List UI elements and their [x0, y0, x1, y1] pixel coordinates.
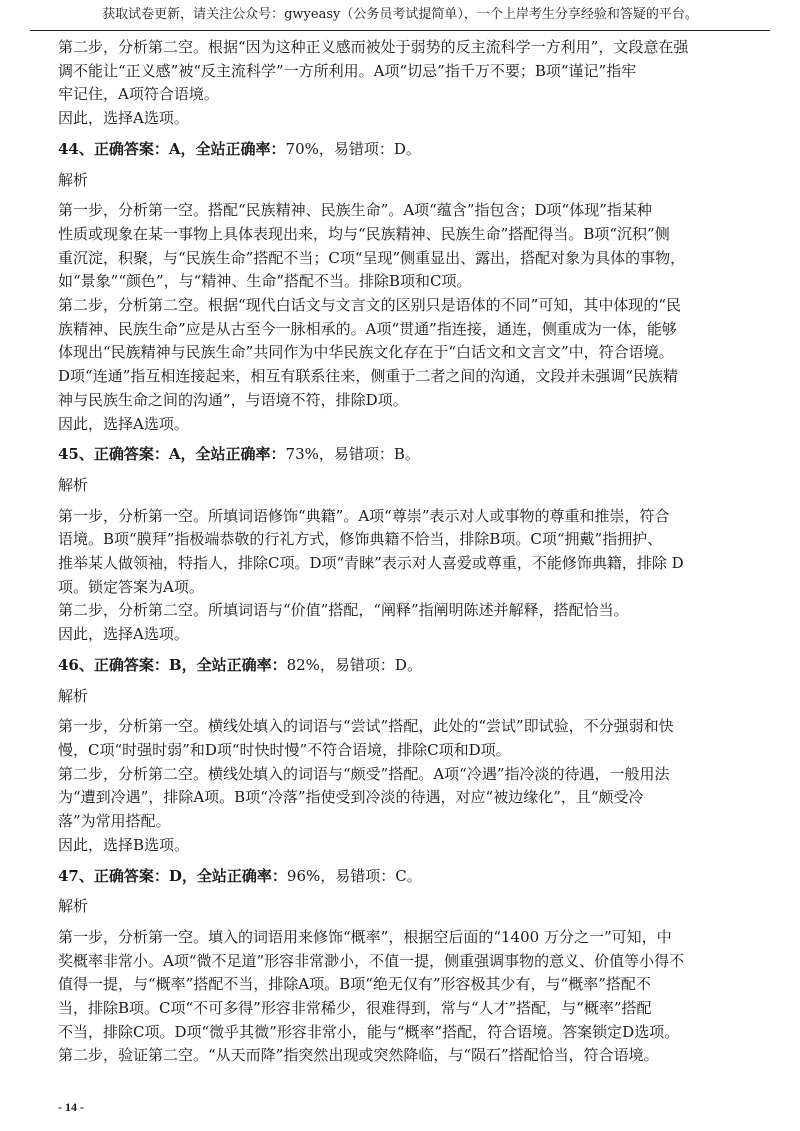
text-line: 第一步，分析第一空。所填词语修饰“典籍”。A项“尊崇”表示对人或事物的尊重和推崇，符合 [58, 506, 670, 525]
answer-value: D， [168, 866, 197, 885]
answer-label: 正确答案： [93, 445, 169, 464]
text-line: 如“景象”“颜色”，与“精神、生命”搭配不当。排除B项和C项。 [58, 272, 472, 291]
answer-value: A， [168, 445, 196, 464]
answer-label: 正确答案： [93, 139, 169, 158]
text-line: 性质或现象在某一事物上具体表现出来，均与“民族精神、民族生命”搭配得当。B项“沉积”侧 [58, 224, 670, 243]
text-line: 因此，选择B选项。 [58, 835, 190, 854]
rate-value: 82%，易错项：D。 [286, 655, 422, 674]
answer-heading [58, 865, 748, 889]
text-line: 为“遭到冷遇”，排除A项。B项“冷落”指使受到冷淡的待遇，对应“被边缘化”，且“颇受冷 [58, 788, 644, 807]
text-line: 当，排除B项。C项“不可多得”形容非常稀少，很难得到，常与“人才”搭配，与“概率”搭配 [58, 999, 652, 1018]
text-line: 第一步，分析第一空。搭配“民族精神、民族生命”。A项“蕴含”指包含；D项“体现”指某种 [58, 201, 652, 220]
rate-label: 全站正确率： [195, 139, 286, 158]
text-line: 奖概率非常小。A项“微不足道”形容非常渺小，不值一提，侧重强调事物的意义、价值等小得不 [58, 951, 685, 970]
text-line: 因此，选择A选项。 [58, 109, 189, 128]
rate-value: 70%，易错项：D。 [285, 139, 421, 158]
question-45 [58, 443, 748, 647]
text-line: 第二步，分析第二空。横线处填入的词语与“颇受”搭配。A项“冷遇”指冷淡的待遇，一般用法 [58, 764, 670, 783]
text-line: 不当，排除C项。D项“微乎其微”形容非常小，能与“概率”搭配，符合语境。答案锁定D选项。 [58, 1022, 680, 1041]
rate-label: 全站正确率： [196, 866, 287, 885]
text-line: 第二步，验证第二空。“从天而降”指突然出现或突然降临，与“陨石”搭配恰当，符合语境。 [58, 1046, 659, 1065]
question-number: 44、 [58, 139, 94, 158]
analysis-label: 解析 [58, 897, 89, 916]
text-line: 重沉淀，积聚，与“民族生命”搭配不当；C项“呈现”侧重显出、露出，搭配对象为具体的事物， [58, 248, 686, 267]
text-line: D项“连通”指互相连接起来，相互有联系往来，侧重于二者之间的沟通，文段并未强调“民族精 [58, 367, 679, 386]
text-line: 体现出“民族精神与民族生命”共同作为中华民族文化存在于“白话文和文言文”中，符合语境。 [58, 343, 674, 362]
text-line: 第一步，分析第一空。横线处填入的词语与“尝试”搭配，此处的“尝试”即试验，不分强弱和快 [58, 717, 674, 736]
text-line: 因此，选择A选项。 [58, 625, 189, 644]
page-header: 获取试卷更新，请关注公众号：gwyeasy（公务员考试提简单），一个上岸考生分享经验和答疑的平台。 [30, 0, 770, 31]
analysis-label: 解析 [58, 686, 89, 705]
rate-value: 96%，易错项：C。 [286, 866, 422, 885]
text-line: 第二步，分析第二空。所填词语与“价值”搭配，“阐释”指阐明陈述并解释，搭配恰当。 [58, 601, 629, 620]
text-line: 值得一提，与“概率”搭配不当，排除A项。B项“绝无仅有”形容极其少有，与“概率”搭配不 [58, 975, 651, 994]
question-44 [58, 138, 748, 436]
text-line: 项。锁定答案为A项。 [58, 577, 204, 596]
text-line: 第一步，分析第一空。填入的词语用来修饰“概率”，根据空后面的“1400 万分之一”可知，中 [58, 927, 672, 946]
question-number: 47、 [58, 866, 94, 885]
answer-label: 正确答案： [93, 866, 169, 885]
rate-label: 全站正确率： [196, 655, 287, 674]
text-line: 落”为常用搭配。 [58, 812, 171, 831]
text-line: 族精神、民族生命”应是从古至今一脉相承的。A项“贯通”指连接，通连，侧重成为一体，能够 [58, 319, 677, 338]
text-line: 神与民族生命之间的沟通”，与语境不符，排除D项。 [58, 390, 408, 409]
answer-heading [58, 138, 748, 162]
answer-value: B， [168, 655, 197, 674]
text-line: 语境。B项“膜拜”指极端恭敬的行礼方式，修饰典籍不恰当，排除B项。C项“拥戴”指拥护、 [58, 530, 663, 549]
answer-label: 正确答案： [93, 655, 169, 674]
rate-label: 全站正确率： [195, 445, 286, 464]
rate-value: 73%，易错项：B。 [285, 445, 420, 464]
question-46 [58, 654, 748, 858]
answer-value: A， [168, 139, 196, 158]
text-line: 调不能让“正义感”被“反主流科学”一方所利用。A项“切忌”指千万不要；B项“谨记”指牢 [58, 61, 637, 80]
text-line: 第二步，分析第二空。根据“现代白话文与文言文的区别只是语体的不同”可知，其中体现的“民 [58, 296, 682, 315]
intro-block [58, 36, 748, 131]
question-number: 45、 [58, 445, 94, 464]
question-number: 46、 [58, 655, 94, 674]
text-line: 推举某人做领袖，特指人，排除C项。D项“青睐”表示对人喜爱或尊重，不能修饰典籍，排除 D [58, 554, 684, 573]
question-47 [58, 865, 748, 1069]
answer-heading [58, 654, 748, 678]
page-number: - 14 - [58, 1100, 84, 1114]
document-body [58, 36, 748, 1068]
answer-heading [58, 443, 748, 467]
text-line: 第二步，分析第二空。根据“因为这种正义感而被处于弱势的反主流科学一方利用”，文段意在强 [58, 38, 689, 56]
analysis-label: 解析 [58, 475, 89, 494]
analysis-label: 解析 [58, 170, 89, 189]
text-line: 牢记住，A项符合语境。 [58, 85, 219, 104]
text-line: 因此，选择A选项。 [58, 414, 189, 433]
text-line: 慢，C项“时强时弱”和D项“时快时慢”不符合语境，排除C项和D项。 [58, 740, 511, 759]
